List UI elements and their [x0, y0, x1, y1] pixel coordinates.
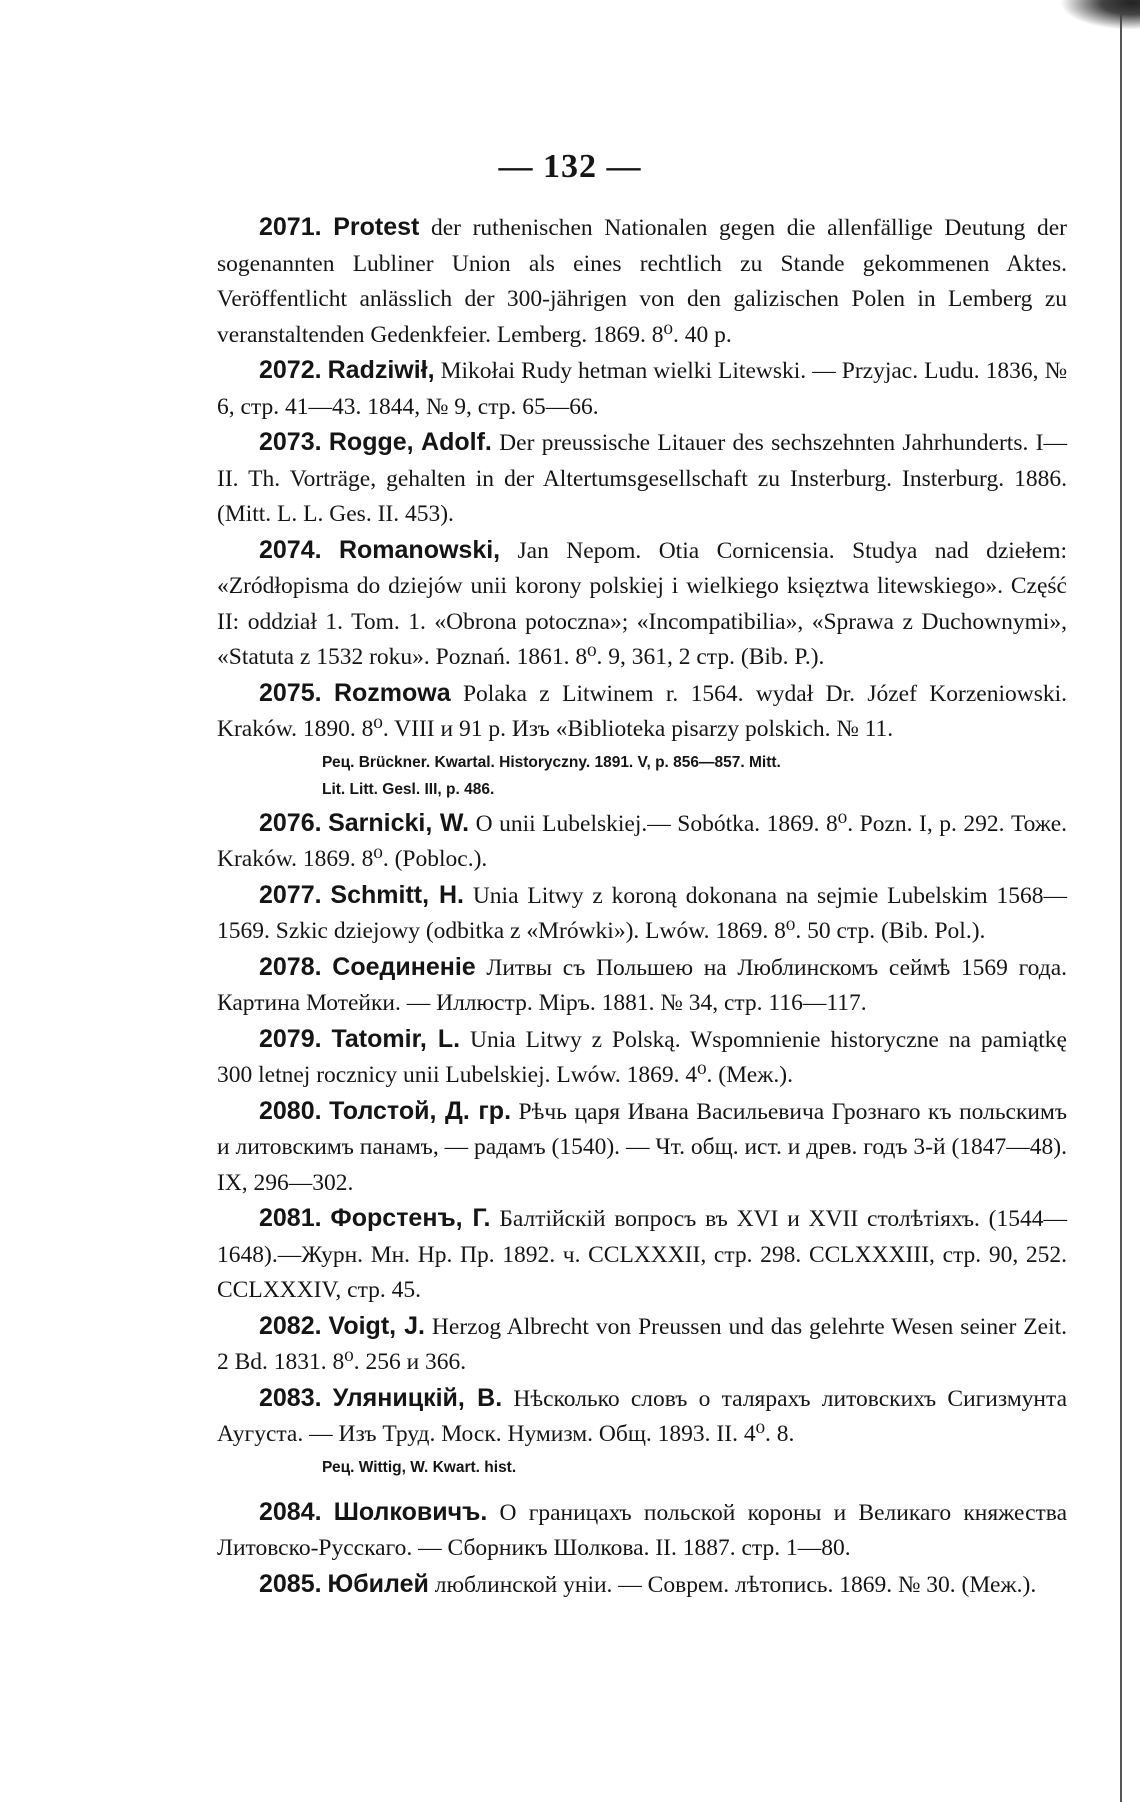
- entry-heading: Шолковичъ.: [333, 1497, 488, 1526]
- entry-number: 2076.: [259, 808, 322, 837]
- entry-2076: [217, 806, 1067, 878]
- entry-text: Рѣчь царя Ивана Васильевича Грознаго къ польскимъ и литовскимъ панамъ, — радамъ (1540). — Чт. общ. ист. и древ. годъ 3-й (1847—48). IX, 296—302.: [217, 1098, 1067, 1196]
- entry-heading: Соединеніе: [332, 952, 476, 981]
- review-note: Рец. Brückner. Kwartal. Historyczny. 1891. V, p. 856—857. Mitt.: [322, 753, 781, 771]
- entry-2084: [217, 1485, 1067, 1567]
- entry-heading: Romanowski,: [338, 535, 501, 564]
- entry-text: Der preussische Litauer des sechszehnten Jahrhunderts. I—II. Th. Vorträge, gehalten in der Altertumsgesellschaft zu Insterburg. Insterburg. 1886. (Mitt. L. L. Ges. II. 453).: [217, 430, 1067, 527]
- entry-number: 2072.: [259, 356, 322, 384]
- entry-2080: [217, 1094, 1067, 1202]
- review-note-continued: Lit. Litt. Gesl. III, p. 486.: [322, 780, 495, 798]
- entry-2073: [217, 425, 1067, 533]
- entry-heading: Уляницкій, В.: [332, 1383, 503, 1412]
- review-note: Рец. Wittig, W. Kwart. hist.: [322, 1458, 517, 1476]
- entry-number: 2080.: [259, 1096, 322, 1125]
- entry-text: Нѣсколько словъ о талярахъ литовскихъ Сигизмунта Аугуста. — Изъ Труд. Моск. Нумизм. Общ. 1893. II. 4⁰. 8.: [217, 1385, 1067, 1447]
- entry-2083: [217, 1381, 1067, 1453]
- entry-number: 2085.: [259, 1569, 322, 1598]
- entry-heading: Форстенъ, Г.: [330, 1204, 491, 1232]
- entry-number: 2082.: [259, 1311, 322, 1340]
- entry-text: Herzog Albrecht von Preussen und das gelehrte Wesen seiner Zeit. 2 Bd. 1831. 8⁰. 256 и 366.: [217, 1313, 1068, 1375]
- entry-text: Unia Litwy z Polską. Wspomnienie historyczne na pamiątkę 300 letnej rocznicy unii Lubelskiej. Lwów. 1869. 4⁰. (Меж.).: [217, 1026, 1067, 1088]
- page-number: — 132 —: [498, 148, 642, 185]
- entry-text: Mikołai Rudy hetman wielki Litewski. — Przyjac. Ludu. 1836, № 6, стр. 41—43. 1844, № 9, стр. 65—66.: [217, 358, 1067, 420]
- entry-heading: Rozmowa: [333, 678, 451, 707]
- entry-number: 2073.: [259, 428, 322, 456]
- entry-number: 2075.: [259, 678, 322, 707]
- entry-number: 2084.: [259, 1497, 322, 1526]
- entry-2077: [217, 878, 1067, 950]
- entry-number: 2071.: [259, 213, 322, 241]
- entry-2074: [217, 533, 1067, 676]
- entry-number: 2083.: [259, 1383, 322, 1412]
- entry-2078: [217, 950, 1067, 1022]
- entry-heading: Radziwił,: [327, 356, 435, 384]
- bibliography-list: [217, 210, 1067, 1603]
- scan-corner-mark: [1060, 0, 1140, 30]
- entry-2085: [217, 1567, 1067, 1604]
- entry-2071: [217, 210, 1067, 353]
- entry-text: люблинской уніи. — Соврем. лѣтопись. 1869. № 30. (Меж.).: [428, 1571, 1037, 1598]
- entry-text: Polaka z Litwinem r. 1564. wydał Dr. Józef Korzeniowski. Kraków. 1890. 8⁰. VIII и 91 p. Изъ «Biblioteka pisarzy polskich. № 11.: [217, 680, 1068, 742]
- entry-number: 2077.: [259, 880, 322, 909]
- page-edge: [1120, 0, 1122, 1802]
- entry-number: 2078.: [259, 952, 322, 981]
- entry-heading: Юбилей: [327, 1569, 429, 1598]
- entry-number: 2074.: [259, 535, 322, 564]
- entry-text: О границахъ польской короны и Великаго княжества Литовско-Русскаго. — Сборникъ Шолкова. II. 1887. стр. 1—80.: [217, 1499, 1067, 1561]
- entry-2082: [217, 1309, 1067, 1381]
- entry-text: Jan Nepom. Otia Cornicensia. Studya nad dziełem: «Zródłopisma do dziejów unii korony polskiej i wielkiego księztwa litewskiego». Część II: oddział 1. Tom. 1. «Obrona potoczna»; «Incompatibilia», «Sprawa z Duchownymi», «Statuta z 1532 roku». Poznań. 1861. 8⁰. 9, 361, 2 стр. (Bib. P.).: [217, 537, 1068, 670]
- entry-text: O unii Lubelskiej.— Sobótka. 1869. 8⁰. Pozn. I, p. 292. Тоже. Kraków. 1869. 8⁰. (Pobloc.).: [217, 810, 1068, 872]
- entry-number: 2079.: [259, 1024, 322, 1053]
- entry-2075: [217, 676, 1067, 748]
- entry-number: 2081.: [259, 1204, 322, 1232]
- entry-text: Unia Litwy z koroną dokonana na sejmie Lubelskim 1568—1569. Szkic dziejowy (odbitka z «Mrówki»). Lwów. 1869. 8⁰. 50 стр. (Bib. Pol.).: [217, 882, 1068, 944]
- entry-text: Балтійскій вопросъ въ XVI и XVII столѣтіяхъ. (1544—1648).—Журн. Мн. Нр. Пр. 1892. ч. CCLXXXII, стр. 298. CCLXXXIII, стр. 90, 252. CCLXXXIV, стр. 45.: [217, 1206, 1067, 1303]
- entry-heading: Schmitt, H.: [330, 880, 464, 909]
- entry-text: Литвы съ Польшею на Люблинскомъ сеймѣ 1569 года. Картина Мотейки. — Иллюстр. Міръ. 1881. № 34, стр. 116—117.: [217, 954, 1068, 1016]
- entry-heading: Sarnicki, W.: [328, 808, 470, 837]
- entry-2079: [217, 1022, 1067, 1094]
- entry-2072: [217, 353, 1067, 425]
- entry-heading: Tatomir, L.: [331, 1024, 461, 1053]
- entry-heading: Protest: [333, 213, 420, 241]
- entry-heading: Rogge, Adolf.: [328, 428, 492, 456]
- entry-heading: Толстой, Д. гр.: [329, 1096, 512, 1125]
- entry-2081: [217, 1201, 1067, 1309]
- entry-heading: Voigt, J.: [328, 1311, 425, 1340]
- entry-text: der ruthenischen Nationalen gegen die allenfällige Deutung der sogenannten Lubliner Union als eines rechtlich zu Stande gekommenen Aktes. Veröffentlicht anlässlich der 300-jährigen von den galizischen Polen in Lemberg zu veranstaltenden Gedenkfeier. Lemberg. 1869. 8⁰. 40 p.: [217, 215, 1067, 348]
